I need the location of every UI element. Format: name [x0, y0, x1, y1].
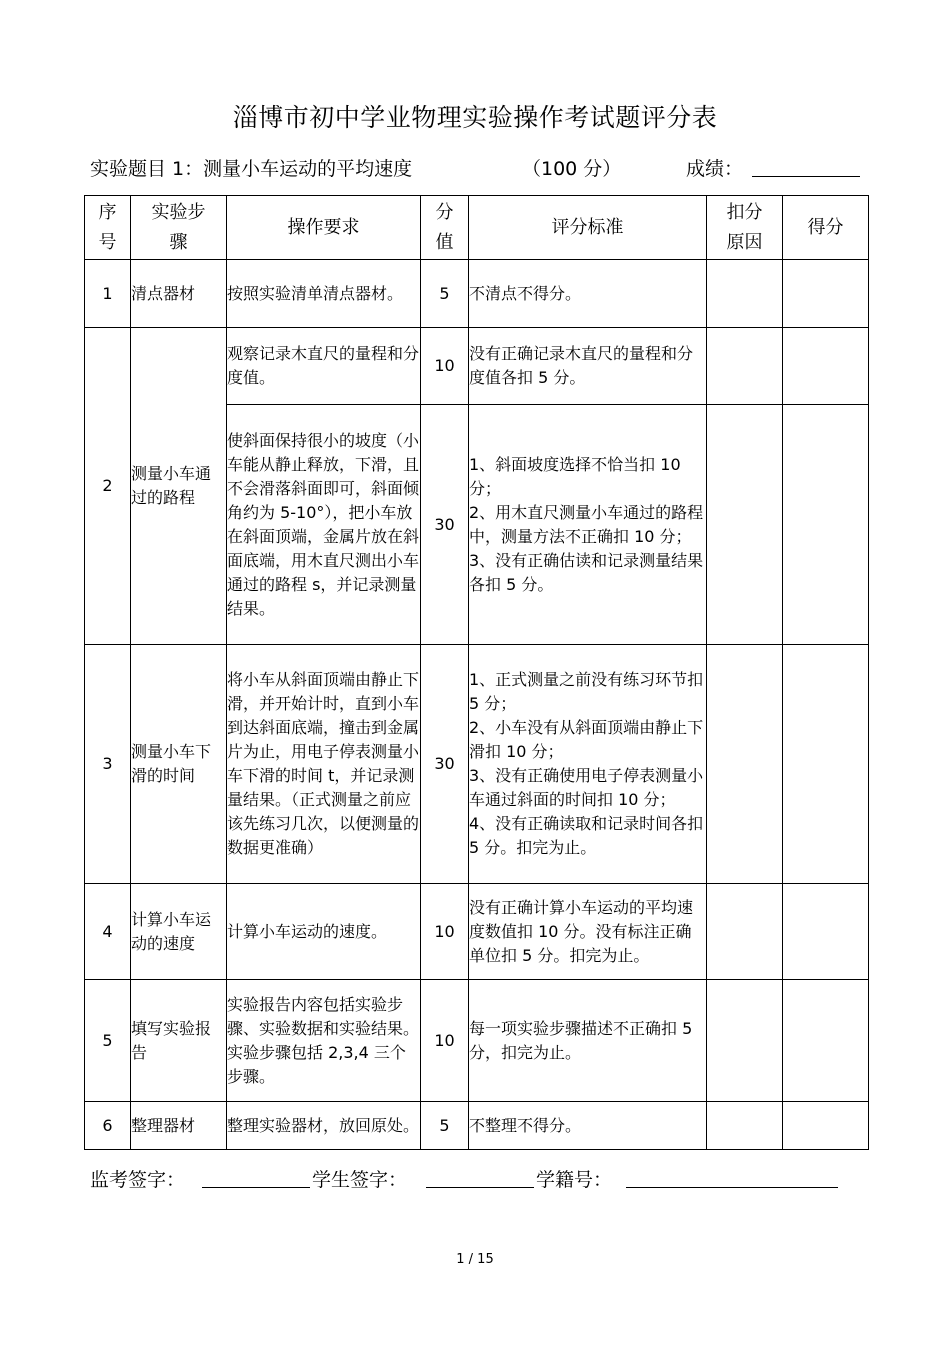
row-points: 10 [421, 884, 469, 980]
row-points: 30 [421, 645, 469, 884]
student-id-label: 学籍号： [536, 1169, 613, 1191]
row-standard: 每一项实验步骤描述不正确扣 5 分，扣完为止。 [469, 980, 707, 1102]
table-row [85, 980, 869, 1102]
table-row [85, 328, 869, 405]
row-deduct-reason-cell[interactable] [707, 884, 783, 980]
row-requirement: 观察记录木直尺的量程和分度值。 [227, 328, 421, 405]
row-step: 清点器材 [131, 260, 227, 328]
row-deduct-reason-cell[interactable] [707, 260, 783, 328]
table-row [85, 884, 869, 980]
row-requirement: 将小车从斜面顶端由静止下滑，并开始计时，直到小车到达斜面底端，撞击到金属片为止，用电子停表测量小车下滑的时间 t，并记录测量结果。（正式测量之前应该先练习几次，以便测量的数据更准确） [227, 645, 421, 884]
row-standard: 不整理不得分。 [469, 1102, 707, 1150]
signature-line [90, 1165, 870, 1195]
row-requirement: 计算小车运动的速度。 [227, 884, 421, 980]
header-deduct-reason: 扣分原因 [707, 196, 783, 260]
total-points: （100 分） [522, 158, 622, 180]
row-step: 测量小车通过的路程 [131, 328, 227, 645]
row-deduct-reason-cell[interactable] [707, 1102, 783, 1150]
row-standard: 1、斜面坡度选择不恰当扣 10 分； 2、用木直尺测量小车通过的路程中，测量方法不正确扣 10 分； 3、没有正确估读和记录测量结果各扣 5 分。 [469, 405, 707, 645]
row-score-cell[interactable] [783, 328, 869, 405]
row-score-cell[interactable] [783, 405, 869, 645]
row-deduct-reason-cell[interactable] [707, 980, 783, 1102]
row-seq: 1 [85, 260, 131, 328]
student-id-blank[interactable] [626, 1165, 838, 1188]
header-points: 分值 [421, 196, 469, 260]
header-step: 实验步骤 [131, 196, 227, 260]
page-title: 淄博市初中学业物理实验操作考试题评分表 [232, 103, 718, 132]
row-score-cell[interactable] [783, 980, 869, 1102]
row-seq: 4 [85, 884, 131, 980]
row-requirement: 使斜面保持很小的坡度（小车能从静止释放，下滑，且不会滑落斜面即可，斜面倾角约为 5-10°），把小车放在斜面顶端，金属片放在斜面底端，用木直尺测出小车通过的路程 s，并记录测量结果。 [227, 405, 421, 645]
row-score-cell[interactable] [783, 1102, 869, 1150]
row-requirement: 实验报告内容包括实验步骤、实验数据和实验结果。实验步骤包括 2,3,4 三个步骤。 [227, 980, 421, 1102]
experiment-info [90, 154, 870, 184]
proctor-signature-label: 监考签字： [90, 1169, 186, 1191]
row-step: 填写实验报告 [131, 980, 227, 1102]
table-row [85, 260, 869, 328]
row-score-cell[interactable] [783, 260, 869, 328]
table-row [85, 645, 869, 884]
row-points: 30 [421, 405, 469, 645]
row-standard: 没有正确计算小车运动的平均速度数值扣 10 分。没有标注正确单位扣 5 分。扣完为止。 [469, 884, 707, 980]
table-header-row [85, 196, 869, 260]
row-deduct-reason-cell[interactable] [707, 405, 783, 645]
row-score-cell[interactable] [783, 884, 869, 980]
row-standard: 没有正确记录木直尺的量程和分度值各扣 5 分。 [469, 328, 707, 405]
row-points: 5 [421, 260, 469, 328]
row-points: 5 [421, 1102, 469, 1150]
row-requirement: 整理实验器材，放回原处。 [227, 1102, 421, 1150]
score-label: 成绩： [686, 158, 744, 180]
score-blank[interactable] [752, 154, 860, 177]
row-points: 10 [421, 980, 469, 1102]
row-seq: 2 [85, 328, 131, 645]
row-deduct-reason-cell[interactable] [707, 328, 783, 405]
row-seq: 5 [85, 980, 131, 1102]
row-step: 整理器材 [131, 1102, 227, 1150]
row-step: 测量小车下滑的时间 [131, 645, 227, 884]
student-signature-label: 学生签字： [312, 1169, 408, 1191]
table-row [85, 1102, 869, 1150]
row-seq: 3 [85, 645, 131, 884]
header-score: 得分 [783, 196, 869, 260]
header-standard: 评分标准 [469, 196, 707, 260]
row-points: 10 [421, 328, 469, 405]
row-score-cell[interactable] [783, 645, 869, 884]
student-signature-blank[interactable] [426, 1165, 534, 1188]
row-standard: 不清点不得分。 [469, 260, 707, 328]
scoring-table [84, 195, 869, 1150]
row-step: 计算小车运动的速度 [131, 884, 227, 980]
page-number: 1 / 15 [456, 1252, 494, 1267]
header-requirement: 操作要求 [227, 196, 421, 260]
row-seq: 6 [85, 1102, 131, 1150]
row-requirement: 按照实验清单清点器材。 [227, 260, 421, 328]
row-standard: 1、正式测量之前没有练习环节扣 5 分； 2、小车没有从斜面顶端由静止下滑扣 10 分； 3、没有正确使用电子停表测量小车通过斜面的时间扣 10 分； 4、没有正确读取和记录时间各扣 5 分。扣完为止。 [469, 645, 707, 884]
header-seq: 序号 [85, 196, 131, 260]
row-deduct-reason-cell[interactable] [707, 645, 783, 884]
experiment-title: 实验题目 1：测量小车运动的平均速度 [90, 158, 413, 180]
proctor-signature-blank[interactable] [202, 1165, 310, 1188]
